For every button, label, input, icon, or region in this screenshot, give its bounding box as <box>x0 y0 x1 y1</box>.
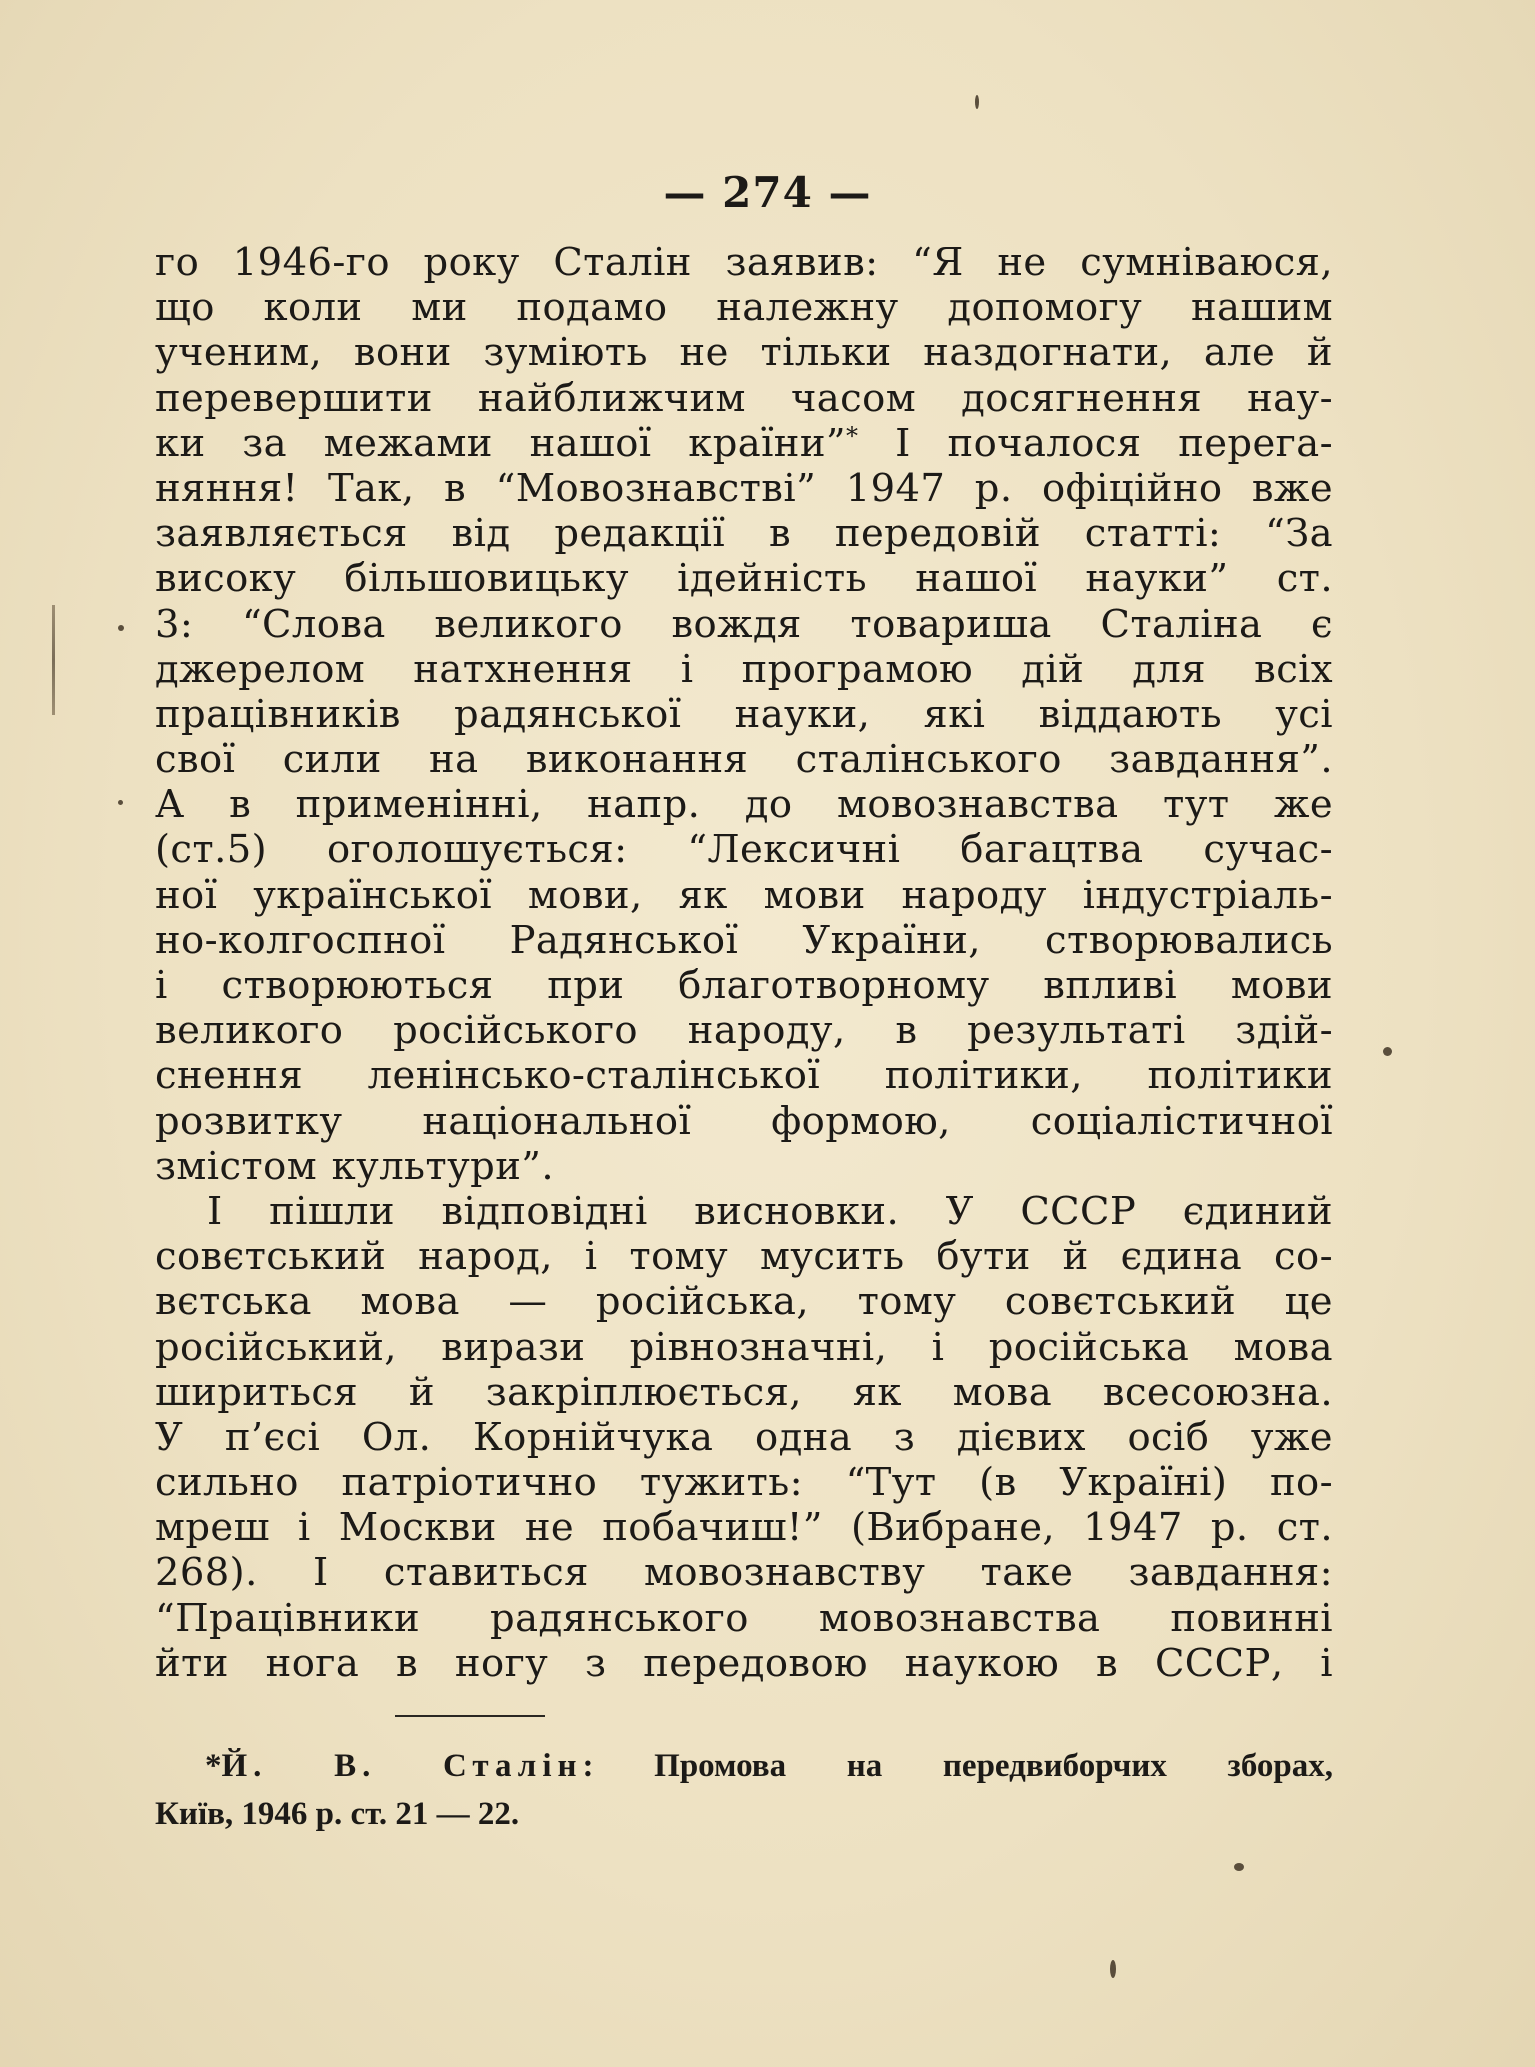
text-line: ної української мови, як мови народу індустріаль- <box>155 872 1333 918</box>
text-segment: І почалося перега- <box>895 420 1333 466</box>
text-line: снення ленінсько-сталінської політики, політики <box>155 1053 1333 1099</box>
text-line: но-колгоспної Радянської України, створювались <box>155 917 1333 963</box>
text-line: 268). І ставиться мовознавству таке завдання: <box>155 1550 1333 1596</box>
paper-speck <box>1234 1863 1244 1871</box>
footnote-marker: * <box>205 1748 222 1784</box>
paper-speck <box>118 625 124 631</box>
text-line: ученим, вони зуміють не тільки наздогнати, але й <box>155 330 1333 376</box>
text-line: свої сили на виконання сталінського завдання”. <box>155 737 1333 783</box>
footnote-divider <box>395 1715 545 1717</box>
margin-pencil-mark <box>52 605 55 715</box>
footnote-line <box>155 1742 1333 1790</box>
text-line: заявляється від редакції в передовій статті: “За <box>155 511 1333 557</box>
text-line: перевершити найближчим часом досягнення нау- <box>155 375 1333 421</box>
text-line: розвитку національної формою, соціалістичної <box>155 1098 1333 1144</box>
text-line: що коли ми подамо належну допомогу нашим <box>155 285 1333 331</box>
text-line: А в применінні, напр. до мовознавства тут же <box>155 782 1333 828</box>
paper-speck <box>118 800 123 805</box>
text-line: няння! Так, в “Мовознавстві” 1947 р. офіційно вже <box>155 465 1333 511</box>
text-line: 3: “Слова великого вождя товариша Сталіна є <box>155 601 1333 647</box>
text-line: го 1946-го року Сталін заявив: “Я не сумніваюся, <box>155 240 1333 285</box>
paper-speck <box>1110 1960 1116 1978</box>
text-line: джерелом натхнення і програмою дій для всіх <box>155 646 1333 692</box>
text-line: і створюються при благотворному впливі мови <box>155 963 1333 1008</box>
footnote-line: Київ, 1946 р. ст. 21 — 22. <box>155 1796 520 1832</box>
text-line: працівників радянської науки, які віддають усі <box>155 691 1333 737</box>
text-segment: ки за межами нашої країни” <box>155 420 847 466</box>
footnote-author: Й. В. Сталін <box>221 1748 583 1784</box>
text-line: великого російського народу, в результаті здій- <box>155 1008 1333 1054</box>
footnote-title: : Промова на передвиборчих зборах, <box>582 1748 1333 1784</box>
page-number: — 274 — <box>663 168 872 217</box>
body-text <box>155 240 1333 1686</box>
text-line: сильно патріотично тужить: “Тут (в Україні) по- <box>155 1460 1333 1506</box>
text-line: “Працівники радянського мовознавства повинні <box>155 1595 1333 1641</box>
text-line: У п’єсі Ол. Корнійчука одна з дієвих осіб уже <box>155 1414 1333 1460</box>
text-line: високу більшовицьку ідейність нашої науки” ст. <box>155 556 1333 602</box>
text-line: змістом культури”. <box>155 1143 554 1189</box>
paper-speck <box>975 95 979 109</box>
text-line: І пішли відповідні висновки. У СССР єдиний <box>207 1188 1333 1234</box>
text-line: (ст.5) оголошується: “Лексичні багацтва сучас- <box>155 827 1333 873</box>
text-line: совєтський народ, і тому мусить бути й єдина со- <box>155 1234 1333 1280</box>
text-line: російський, вирази рівнозначні, і російська мова <box>155 1324 1333 1370</box>
text-line: йти нога в ногу з передовою наукою в СССР, і <box>155 1640 1333 1686</box>
text-line-with-footnote-ref <box>155 421 1333 466</box>
text-line: вєтська мова — російська, тому совєтський це <box>155 1279 1333 1325</box>
paper-speck <box>1383 1047 1392 1056</box>
text-line: мреш і Москви не побачиш!” (Вибране, 1947 р. ст. <box>155 1505 1333 1551</box>
footnote <box>155 1742 1333 1838</box>
footnote-ref: * <box>846 421 859 450</box>
text-line: шириться й закріплюється, як мова всесоюзна. <box>155 1369 1333 1415</box>
